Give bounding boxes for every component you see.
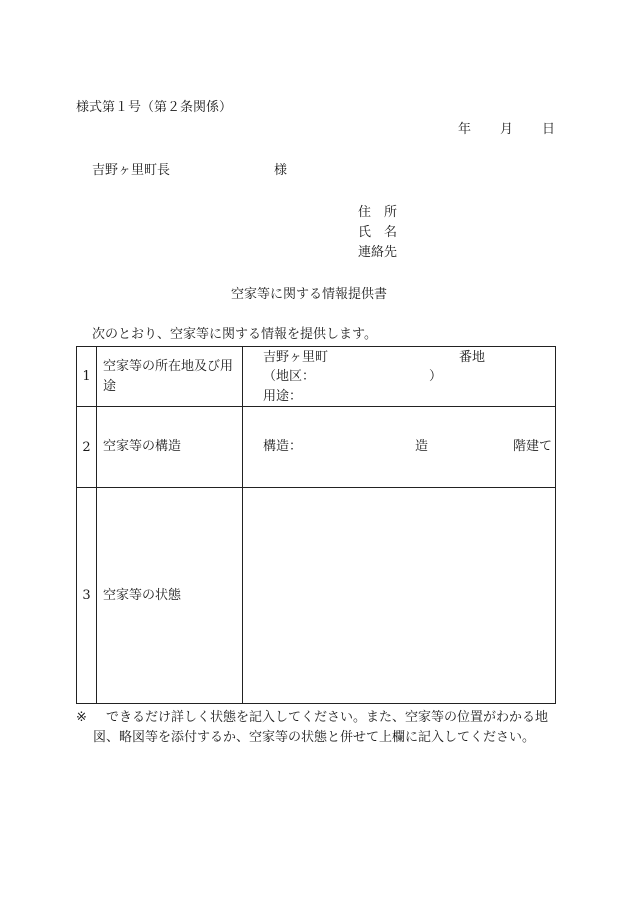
applicant-address-label: 住 所	[358, 205, 398, 220]
note-text: できるだけ詳しく状態を記入してください。また、空家等の位置がわかる地図、略図等を添付するか、空家等の状態と併せて上欄に記入してください。	[93, 710, 549, 745]
applicant-contact-label: 連絡先	[358, 245, 398, 260]
town-label: 吉野ヶ里町	[263, 350, 329, 365]
document-title: 空家等に関する情報提供書	[231, 287, 388, 302]
date-year-label: 年	[458, 122, 472, 137]
district-close-label: ）	[429, 369, 443, 384]
addressee-name: 吉野ヶ里町長	[92, 163, 171, 178]
banchi-label: 番地	[459, 350, 486, 365]
note-mark: ※	[76, 710, 87, 725]
condition-cell	[243, 488, 556, 704]
structure-cell	[243, 407, 556, 488]
form-number: 様式第１号（第２条関係）	[76, 100, 233, 115]
table-row	[77, 347, 556, 407]
row-item-label: 空家等の構造	[97, 407, 243, 488]
row-number: 3	[77, 488, 97, 704]
applicant-name-label: 氏 名	[358, 225, 398, 240]
intro-text: 次のとおり、空家等に関する情報を提供します。	[92, 327, 377, 342]
info-table	[76, 346, 556, 704]
row-number: 1	[77, 347, 97, 407]
row-item-label: 空家等の所在地及び用途	[97, 347, 243, 407]
addressee-honorific: 様	[274, 163, 288, 178]
table-row	[77, 488, 556, 704]
floors-label: 階建て	[513, 439, 553, 454]
use-label: 用途：	[263, 389, 303, 404]
zo-label: 造	[415, 439, 429, 454]
row-item-label: 空家等の状態	[97, 488, 243, 704]
date-day-label: 日	[542, 122, 556, 137]
district-open-label: （地区：	[263, 369, 316, 384]
date-month-label: 月	[500, 122, 514, 137]
table-row	[77, 407, 556, 488]
note	[76, 708, 556, 748]
row-number: 2	[77, 407, 97, 488]
structure-label: 構造：	[263, 439, 303, 454]
location-use-cell	[243, 347, 556, 407]
